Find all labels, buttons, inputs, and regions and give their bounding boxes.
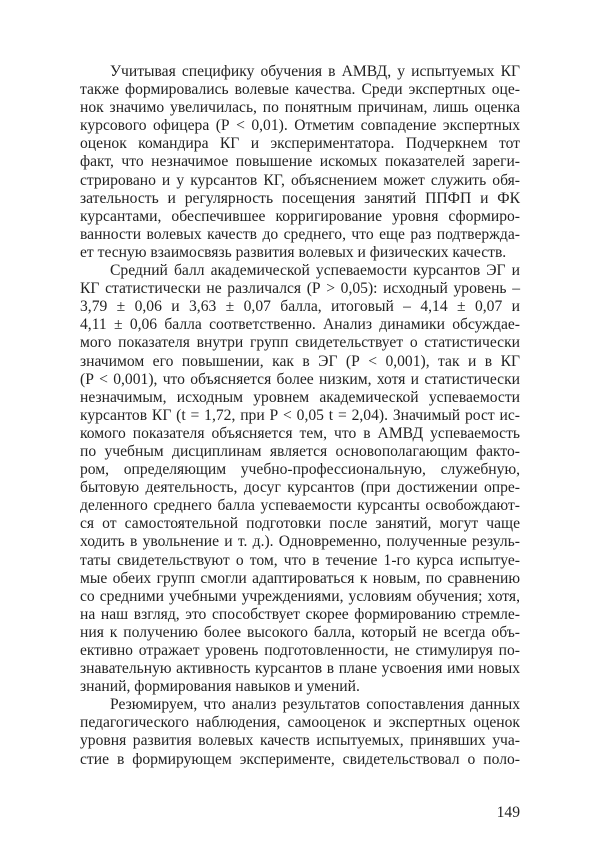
page-body <box>80 63 520 769</box>
text-line: ся от самостоятельной подготовки после занятий, могут чаще <box>80 515 520 533</box>
text-line: знаний, формирования навыков и умений. <box>80 678 360 696</box>
text-line: стие в формирующем эксперименте, свидетельствовал о поло- <box>80 750 520 768</box>
text-line: мого показателя внутри групп свидетельствует о статистически <box>80 334 520 352</box>
text-line: педагогического наблюдения, самооценок и экспертных оценок <box>80 714 520 732</box>
text-line: со средними учебными учреждениями, условиям обучения; хотя, <box>80 587 520 605</box>
text-line: зательность и регулярность посещения занятий ППФП и ФК <box>80 189 520 207</box>
text-line: бытовую деятельность, досуг курсантов (при достижении опре- <box>80 479 520 497</box>
text-line: (Р < 0,001), что объясняется более низким, хотя и статистически <box>80 370 520 388</box>
text-line: ет тесную взаимосвязь развития волевых и физических качеств. <box>80 243 507 261</box>
text-line: курсового офицера (Р < 0,01). Отметим совпадение экспертных <box>80 117 520 135</box>
text-line: курсантами, обеспечившее корригирование уровня сформиро- <box>80 207 520 225</box>
text-line: также формировались волевые качества. Среди экспертных оце- <box>80 81 520 99</box>
text-line: ективно отражает уровень подготовленности, не стимулируя по- <box>80 642 520 659</box>
text-line: стрировано и у курсантов КГ, объяснением может служить обя- <box>80 171 520 189</box>
text-line: таты свидетельствуют о том, что в течение 1-го курса испытуе- <box>80 551 520 569</box>
text-line: КГ статистически не различался (Р > 0,05): исходный уровень – <box>80 280 520 298</box>
text-line: факт, что незначимое повышение искомых показателей зареги- <box>80 153 520 171</box>
paragraph <box>80 696 520 768</box>
text-line: по учебным дисциплинам является основополагающим факто- <box>80 442 520 460</box>
text-line: значимом его повышении, как в ЭГ (Р < 0,001), так и в КГ <box>80 352 520 370</box>
text-line: ванности волевых качеств до среднего, что еще раз подтвержда- <box>80 225 520 243</box>
paragraph <box>80 262 520 696</box>
text-line: ром, определяющим учебно-профессиональную, служебную, <box>80 461 520 479</box>
text-line: на наш взгляд, это способствует скорее формированию стремле- <box>80 605 520 623</box>
text-line: ния к получению более высокого балла, который не всегда объ- <box>80 623 520 641</box>
text-line: деленного среднего балла успеваемости курсанты освобождают- <box>80 497 520 515</box>
text-line: 3,79 ± 0,06 и 3,63 ± 0,07 балла, итоговый – 4,14 ± 0,07 и <box>80 298 520 316</box>
text-line: знавательную активность курсантов в плане усвоения ими новых <box>80 660 520 678</box>
text-line: ходить в увольнение и т. д.). Одновременно, полученные резуль- <box>80 533 520 551</box>
text-line: незначимым, исходным уровнем академической успеваемости <box>80 388 520 406</box>
paragraph <box>80 63 520 262</box>
text-line: комого показателя объясняется тем, что в АМВД успеваемость <box>80 424 520 442</box>
text-line: 4,11 ± 0,06 балла соответственно. Анализ динамики обсуждае- <box>80 316 520 334</box>
text-line: оценок командира КГ и экспериментатора. Подчеркнем тот <box>80 135 520 153</box>
text-line: курсантов КГ (t = 1,72, при Р < 0,05 t = 2,04). Значимый рост ис- <box>80 406 520 424</box>
text-line: Учитывая специфику обучения в АМВД, у испытуемых КГ <box>110 63 520 80</box>
text-line: Резюмируем, что анализ результатов сопоставления данных <box>110 696 520 714</box>
text-line: нок значимо увеличилась, по понятным причинам, лишь оценка <box>80 99 520 117</box>
text-line: уровня развития волевых качеств испытуемых, принявших уча- <box>80 732 520 750</box>
text-line: мые обеих групп смогли адаптироваться к новым, по сравнению <box>80 569 520 587</box>
page-number: 149 <box>496 804 520 821</box>
text-line: Средний балл академической успеваемости курсантов ЭГ и <box>110 262 520 280</box>
